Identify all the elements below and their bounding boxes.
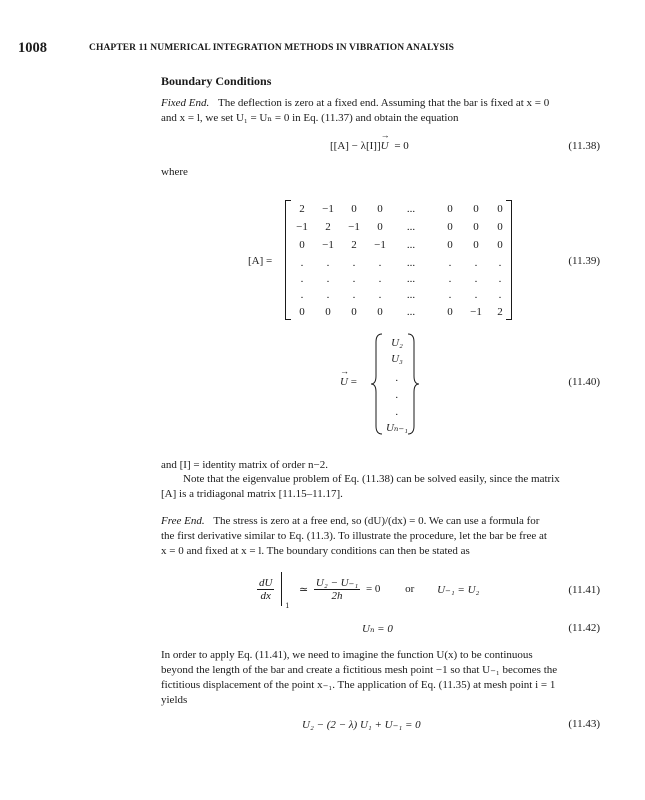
derivative-denominator: dx [260, 589, 271, 602]
free-end-line-3: x = 0 and fixed at x = l. The boundary conditions can then be stated as [161, 545, 470, 557]
matrix-cell: . [326, 289, 330, 301]
equation-number-11-41: (11.41) [568, 584, 600, 596]
fixed-end-line-1: The deflection is zero at a fixed end. Assuming that the bar is fixed at x = 0 [218, 97, 550, 109]
approx-sign: ≃ [298, 583, 309, 596]
eq-11-40-equals: = [350, 376, 357, 388]
matrix-cell: . [300, 273, 304, 285]
matrix-cell: 2 [325, 221, 331, 233]
matrix-cell: 0 [447, 221, 453, 233]
matrix-cell: ... [406, 221, 416, 233]
matrix-cell: . [474, 289, 478, 301]
free-end-line-1: The stress is zero at a free end, so (dU)/(dx) = 0. We can use a formula for [213, 515, 540, 527]
matrix-cell: 0 [473, 239, 479, 251]
matrix-cell: 0 [325, 306, 331, 318]
eq-11-38-rhs: = 0 [394, 140, 409, 152]
matrix-cell: . [448, 257, 452, 269]
matrix-cell: 2 [497, 306, 503, 318]
matrix-cell: −1 [348, 221, 360, 233]
matrix-cell: . [498, 257, 502, 269]
matrix-cell: 2 [299, 203, 305, 215]
matrix-cell: 0 [299, 239, 305, 251]
matrix-cell: 0 [299, 306, 305, 318]
matrix-cell: . [498, 289, 502, 301]
equation-11-43: U₂ − (2 − λ) U₁ + U₋₁ = 0 [302, 719, 421, 731]
vector-u-label [340, 376, 357, 388]
eq-11-40-vector: → U [340, 376, 348, 388]
difference-numerator: U₂ − U₋₁ [315, 577, 359, 589]
matrix-cell: . [448, 273, 452, 285]
fixed-end-paragraph [161, 96, 601, 126]
vector-entry: Uₙ₋₁ [385, 422, 409, 434]
matrix-cell: ... [406, 289, 416, 301]
vector-entry: U₃ [391, 353, 403, 365]
equation-number-11-38: (11.38) [568, 140, 600, 152]
matrix-cell: . [352, 257, 356, 269]
matrix-cell: 0 [447, 203, 453, 215]
matrix-cell: −1 [322, 239, 334, 251]
matrix-cell: . [300, 289, 304, 301]
derivative-fraction [257, 577, 274, 602]
matrix-cell: 0 [351, 203, 357, 215]
free-end-line-2: the first derivative similar to Eq. (11.3). To illustrate the procedure, let the bar be free at [161, 530, 547, 542]
matrix-cell: ... [406, 306, 416, 318]
matrix-cell: 2 [351, 239, 357, 251]
equation-number-11-40: (11.40) [568, 376, 600, 388]
equation-11-42: Uₙ = 0 [362, 623, 393, 635]
eq-11-38-vector: → U [381, 140, 389, 152]
matrix-cell: 0 [497, 239, 503, 251]
vector-entry: U₂ [391, 337, 403, 349]
free-end-runin: Free End. [161, 515, 205, 527]
matrix-cell: 0 [447, 306, 453, 318]
vector-entry: . [395, 389, 399, 401]
where-label: where [161, 166, 188, 178]
free-end-paragraph [161, 514, 601, 559]
matrix-cell: 0 [377, 203, 383, 215]
page-number: 1008 [18, 40, 47, 56]
apply-paragraph [161, 648, 601, 708]
matrix-cell: −1 [296, 221, 308, 233]
matrix-cell: . [474, 257, 478, 269]
equation-11-38 [330, 140, 409, 152]
evaluation-point: 1 [285, 601, 290, 610]
equation-number-11-42: (11.42) [568, 622, 600, 634]
note-paragraph [161, 472, 601, 502]
matrix-cell: ... [406, 203, 416, 215]
matrix-cell: . [300, 257, 304, 269]
matrix-cell: . [498, 273, 502, 285]
identity-line: and [I] = identity matrix of order n−2. [161, 459, 328, 471]
difference-fraction [314, 576, 360, 602]
matrix-cell: ... [406, 239, 416, 251]
note-line-1: Note that the eigenvalue problem of Eq. (11.38) can be solved easily, since the matrix [183, 473, 560, 485]
matrix-cell: . [326, 257, 330, 269]
matrix-cell: 0 [351, 306, 357, 318]
matrix-left-bracket [285, 200, 291, 320]
note-line-2: [A] is a tridiagonal matrix [11.15–11.17]. [161, 488, 343, 500]
vector-entry: . [395, 406, 399, 418]
matrix-cell: 0 [497, 203, 503, 215]
vector-entry: . [395, 372, 399, 384]
running-title: CHAPTER 11 NUMERICAL INTEGRATION METHODS IN VIBRATION ANALYSIS [89, 43, 455, 53]
apply-line-3: fictitious displacement of the point x₋₁. The application of Eq. (11.35) at mesh point i = 1 [161, 679, 556, 691]
matrix-cell: ... [406, 273, 416, 285]
matrix-cell: −1 [470, 306, 482, 318]
equals-zero: = 0 [365, 583, 381, 595]
matrix-cell: ... [406, 257, 416, 269]
apply-line-2: beyond the length of the bar and create a fictitious mesh point −1 so that U₋₁ becomes the [161, 664, 558, 676]
matrix-cell: 0 [377, 306, 383, 318]
apply-line-1: In order to apply Eq. (11.41), we need to imagine the function U(x) to be continuous [161, 649, 533, 661]
equation-number-11-39: (11.39) [568, 255, 600, 267]
equation-number-11-43: (11.43) [568, 718, 600, 730]
matrix-cell: . [326, 273, 330, 285]
fixed-end-line-2: and x = l, we set U₁ = Uₙ = 0 in Eq. (11.37) and obtain the equation [161, 112, 459, 124]
apply-line-4: yields [161, 694, 188, 706]
alternate-condition: U₋₁ = U₂ [437, 583, 480, 596]
equation-11-41 [254, 572, 479, 612]
difference-denominator: 2h [331, 590, 343, 602]
matrix-cell: . [378, 289, 382, 301]
evaluation-bar [281, 572, 290, 610]
matrix-cell: 0 [497, 221, 503, 233]
matrix-cell: . [352, 273, 356, 285]
matrix-a-label: [A] = [248, 255, 273, 267]
matrix-cell: . [352, 289, 356, 301]
matrix-cell: . [378, 273, 382, 285]
matrix-cell: . [448, 289, 452, 301]
matrix-cell: −1 [322, 203, 334, 215]
or-word: or [405, 583, 415, 595]
matrix-cell: 0 [473, 203, 479, 215]
fixed-end-runin: Fixed End. [161, 97, 210, 109]
matrix-cell: 0 [377, 221, 383, 233]
matrix-cell: . [378, 257, 382, 269]
section-title: Boundary Conditions [161, 74, 272, 88]
eq-11-38-lhs: [[A] − λ[I]] [330, 140, 381, 152]
matrix-cell: −1 [374, 239, 386, 251]
matrix-cell: 0 [447, 239, 453, 251]
matrix-cell: 0 [473, 221, 479, 233]
derivative-numerator: dU [259, 576, 273, 589]
matrix-cell: . [474, 273, 478, 285]
